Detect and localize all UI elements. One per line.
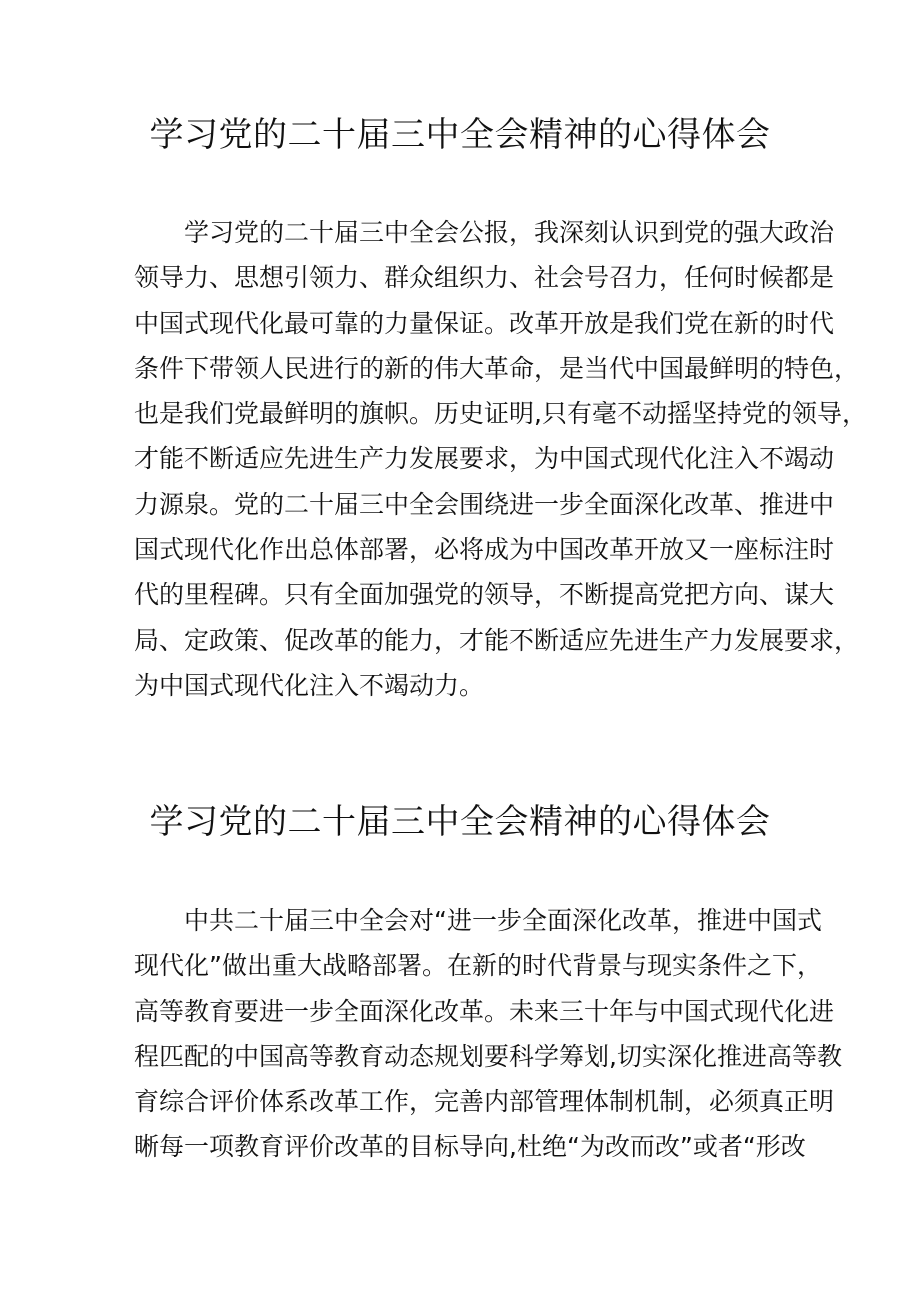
paragraph-line: 高等教育要进一步全面深化改革。未来三十年与中国式现代化进	[134, 996, 835, 1026]
paragraph-line: 也是我们党最鲜明的旗帜。历史证明,只有毫不动摇坚持党的领导，	[134, 399, 867, 429]
section-2-paragraph	[134, 898, 842, 1170]
section-1-title: 学习党的二十届三中全会精神的心得体会	[149, 115, 771, 155]
paragraph-line: 才能不断适应先进生产力发展要求，为中国式现代化注入不竭动	[134, 444, 835, 474]
paragraph-line: 力源泉。党的二十届三中全会围绕进一步全面深化改革、推进中	[134, 489, 835, 519]
paragraph-line: 国式现代化作出总体部署，必将成为中国改革开放又一座标注时	[134, 535, 835, 565]
paragraph-line: 条件下带领人民进行的新的伟大革命，是当代中国最鲜明的特色，	[134, 353, 860, 383]
paragraph-line: 中共二十届三中全会对“进一步全面深化改革，推进中国式	[184, 906, 822, 935]
paragraph-line: 晰每一项教育评价改革的目标导向,杜绝“为改而改”或者“形改	[134, 1132, 806, 1162]
section-2-title: 学习党的二十届三中全会精神的心得体会	[149, 802, 771, 842]
paragraph-line: 为中国式现代化注入不竭动力。	[134, 670, 485, 700]
paragraph-line: 学习党的二十届三中全会公报，我深刻认识到党的强大政治	[184, 218, 835, 247]
paragraph-line: 领导力、思想引领力、群众组织力、社会号召力，任何时候都是	[134, 263, 835, 293]
paragraph-line: 中国式现代化最可靠的力量保证。改革开放是我们党在新的时代	[134, 308, 835, 338]
paragraph-line: 局、定政策、促改革的能力，才能不断适应先进生产力发展要求，	[134, 625, 860, 655]
paragraph-line: 程匹配的中国高等教育动态规划要科学筹划,切实深化推进高等教	[134, 1041, 842, 1071]
section-1-paragraph	[134, 210, 867, 708]
paragraph-line: 现代化”做出重大战略部署。在新的时代背景与现实条件之下，	[134, 951, 822, 981]
paragraph-line: 代的里程碑。只有全面加强党的领导，不断提高党把方向、谋大	[134, 580, 835, 610]
paragraph-line: 育综合评价体系改革工作，完善内部管理体制机制，必须真正明	[134, 1087, 835, 1117]
